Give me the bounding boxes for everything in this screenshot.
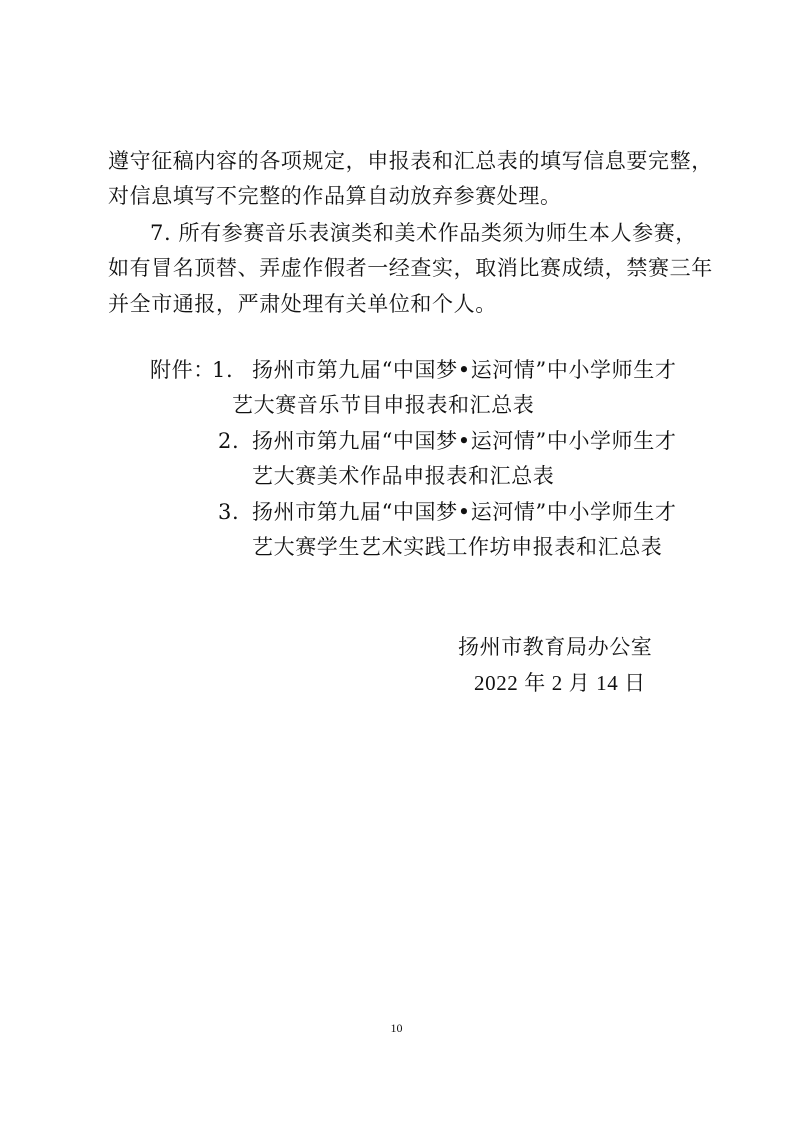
attachment-number: 1. (212, 358, 234, 382)
paragraph-line: 7. 所有参赛音乐表演类和美术作品类须为师生本人参赛， (150, 221, 697, 245)
page-number: 10 (390, 1021, 403, 1035)
attachment-line: 扬州市第九届“中国梦•运河情”中小学师生才 (252, 500, 677, 524)
signature-date: 2022 年 2 月 14 日 (474, 671, 646, 695)
attachments-label: 附件： (150, 358, 215, 382)
paragraph-line: 并全市通报，严肃处理有关单位和个人。 (108, 292, 497, 316)
attachment-line: 艺大赛美术作品申报表和汇总表 (252, 464, 555, 488)
attachment-line: 艺大赛学生艺术实践工作坊申报表和汇总表 (252, 535, 663, 559)
paragraph-line: 对信息填写不完整的作品算自动放弃参赛处理。 (108, 184, 562, 208)
paragraph-line: 遵守征稿内容的各项规定，申报表和汇总表的填写信息要完整， (108, 149, 713, 173)
attachment-number: 2. (218, 429, 240, 453)
attachment-line: 扬州市第九届“中国梦•运河情”中小学师生才 (252, 429, 677, 453)
signature-org: 扬州市教育局办公室 (458, 635, 653, 659)
attachment-line: 艺大赛音乐节目申报表和汇总表 (232, 393, 535, 417)
attachment-line: 扬州市第九届“中国梦•运河情”中小学师生才 (252, 358, 677, 382)
attachment-number: 3. (218, 500, 240, 524)
paragraph-line: 如有冒名顶替、弄虚作假者一经查实，取消比赛成绩，禁赛三年 (108, 256, 713, 280)
